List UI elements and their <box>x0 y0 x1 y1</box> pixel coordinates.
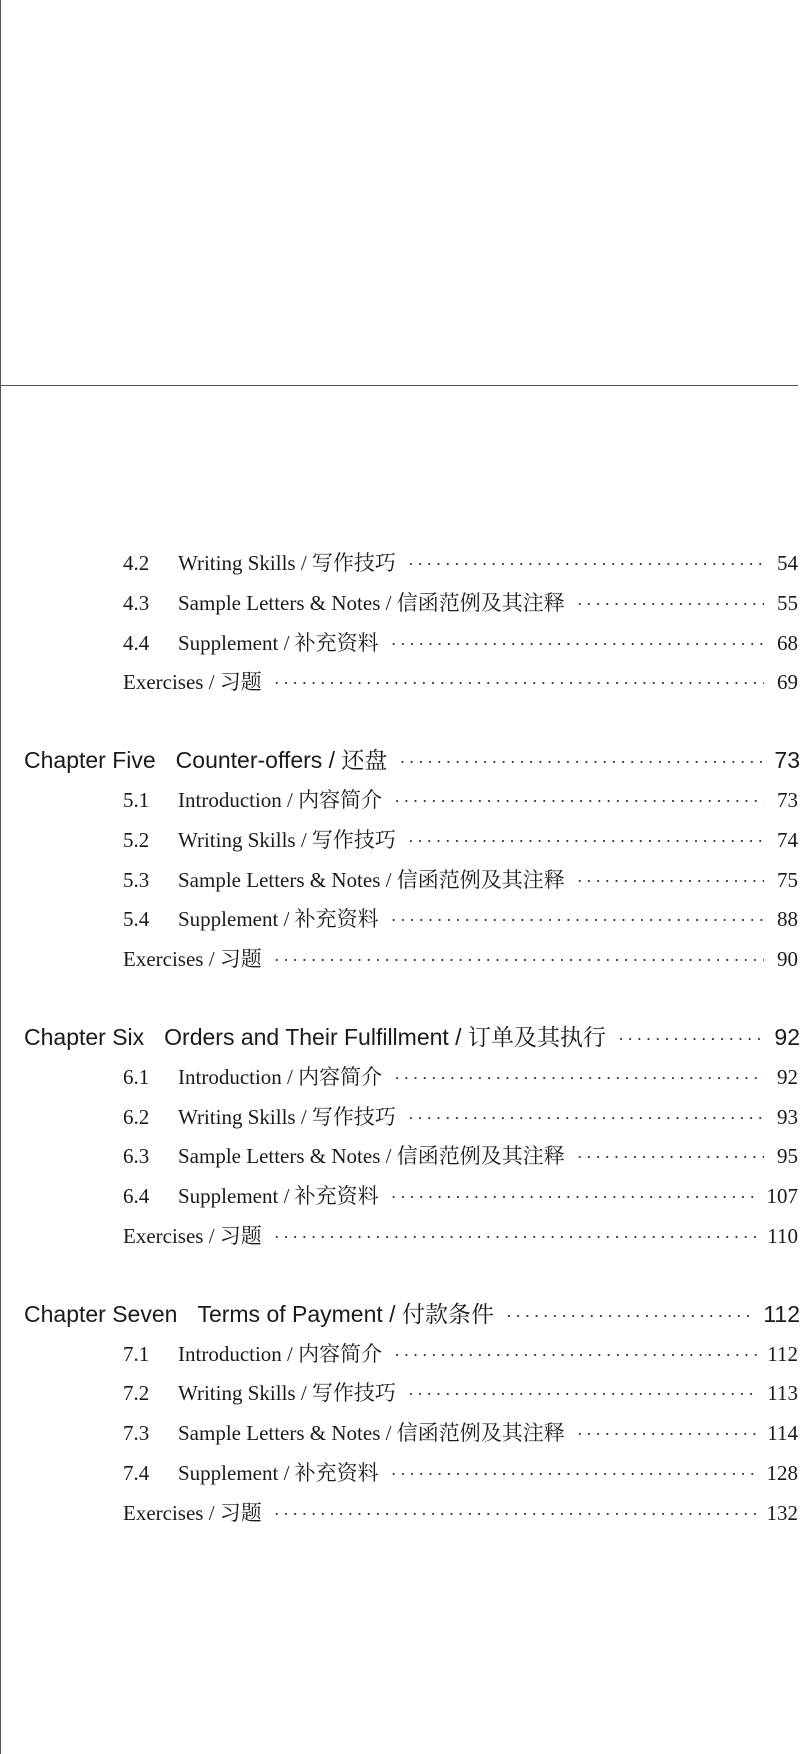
chapter-title: Terms of Payment / 付款条件 <box>197 1300 494 1327</box>
exercises-title: Exercises / 习题 <box>123 947 262 972</box>
dot-leader <box>577 1419 760 1449</box>
toc-chapter-six[interactable] <box>0 1022 800 1062</box>
page-number: 128 <box>766 1460 798 1485</box>
chapter-label: Chapter Five <box>24 747 156 774</box>
dot-leader <box>506 1301 755 1331</box>
section-title: Sample Letters & Notes / 信函范例及其注释 <box>178 590 565 615</box>
page-number: 55 <box>777 590 798 615</box>
section-title: Writing Skills / 写作技巧 <box>178 1104 396 1129</box>
toc-entry-5-4[interactable] <box>0 904 800 944</box>
section-number: 6.3 <box>123 1144 150 1169</box>
dot-leader <box>399 747 766 777</box>
section-title: Writing Skills / 写作技巧 <box>178 827 396 852</box>
page-number: 95 <box>777 1144 798 1169</box>
page-number: 107 <box>766 1184 798 1209</box>
toc-entry-5-1[interactable] <box>0 785 800 825</box>
page-number: 113 <box>767 1381 798 1406</box>
page-number: 92 <box>774 1023 800 1050</box>
toc-entry-7-1[interactable] <box>0 1339 800 1379</box>
chapter-title: Counter-offers / 还盘 <box>175 747 388 774</box>
dot-leader <box>391 905 764 935</box>
toc-chapter-seven[interactable] <box>0 1299 800 1339</box>
dot-leader <box>577 589 764 619</box>
exercises-title: Exercises / 习题 <box>123 1500 262 1525</box>
toc-entry-exercises-7[interactable] <box>0 1498 800 1538</box>
dot-leader <box>391 1459 759 1489</box>
page-number: 75 <box>777 867 798 892</box>
section-number: 4.4 <box>123 630 150 655</box>
section-number: 5.1 <box>123 787 150 812</box>
section-title: Sample Letters & Notes / 信函范例及其注释 <box>178 1421 565 1446</box>
chapter-label: Chapter Six <box>24 1023 145 1050</box>
dot-leader <box>394 1063 764 1093</box>
section-number: 7.1 <box>123 1341 150 1366</box>
dot-leader <box>274 668 764 698</box>
page-number: 112 <box>767 1341 798 1366</box>
dot-leader <box>274 1222 759 1252</box>
page-number: 73 <box>777 787 798 812</box>
toc-entry-exercises-4[interactable] <box>0 667 800 707</box>
toc-entry-6-2[interactable] <box>0 1102 800 1142</box>
page-number: 90 <box>777 947 798 972</box>
dot-leader <box>408 826 764 856</box>
section-number: 6.2 <box>123 1104 150 1129</box>
dot-leader <box>274 1499 759 1529</box>
dot-leader <box>394 1340 759 1370</box>
dot-leader <box>408 1379 759 1409</box>
page-number: 93 <box>777 1104 798 1129</box>
section-title: Supplement / 补充资料 <box>178 907 379 932</box>
table-of-contents <box>0 548 800 1538</box>
section-title: Introduction / 内容简介 <box>178 1064 383 1089</box>
dot-leader <box>618 1024 766 1054</box>
page-number: 68 <box>777 630 798 655</box>
dot-leader <box>274 945 764 975</box>
toc-entry-6-1[interactable] <box>0 1062 800 1102</box>
dot-leader <box>394 786 764 816</box>
dot-leader <box>408 1103 764 1133</box>
toc-entry-6-3[interactable] <box>0 1141 800 1181</box>
page-number: 73 <box>774 747 800 774</box>
toc-entry-7-2[interactable] <box>0 1378 800 1418</box>
section-title: Writing Skills / 写作技巧 <box>178 1381 396 1406</box>
page-number: 92 <box>777 1064 798 1089</box>
exercises-title: Exercises / 习题 <box>123 1223 262 1248</box>
section-title: Introduction / 内容简介 <box>178 787 383 812</box>
page-number: 132 <box>766 1500 798 1525</box>
chapter-label: Chapter Seven <box>24 1300 178 1327</box>
section-title: Supplement / 补充资料 <box>178 1184 379 1209</box>
toc-entry-5-2[interactable] <box>0 825 800 865</box>
dot-leader <box>577 1142 764 1172</box>
toc-entry-exercises-6[interactable] <box>0 1221 800 1261</box>
section-title: Introduction / 内容简介 <box>178 1341 383 1366</box>
section-number: 5.2 <box>123 827 150 852</box>
page-number: 54 <box>777 551 798 575</box>
toc-entry-6-4[interactable] <box>0 1181 800 1221</box>
section-title: Supplement / 补充资料 <box>178 630 379 655</box>
page-number: 74 <box>777 827 798 852</box>
chapter-title: Orders and Their Fulfillment / 订单及其执行 <box>164 1023 606 1050</box>
toc-chapter-five[interactable] <box>0 745 800 785</box>
section-number: 7.2 <box>123 1381 150 1406</box>
section-number: 5.4 <box>123 907 150 932</box>
toc-entry-4-3[interactable] <box>0 588 800 628</box>
toc-entry-4-2[interactable] <box>0 548 800 588</box>
dot-leader <box>577 866 764 896</box>
page-number: 110 <box>767 1223 798 1248</box>
toc-entry-5-3[interactable] <box>0 865 800 905</box>
toc-entry-7-3[interactable] <box>0 1418 800 1458</box>
dot-leader <box>391 629 764 659</box>
exercises-title: Exercises / 习题 <box>123 670 262 695</box>
section-title: Sample Letters & Notes / 信函范例及其注释 <box>178 867 565 892</box>
toc-entry-exercises-5[interactable] <box>0 944 800 984</box>
section-number: 7.4 <box>123 1460 150 1485</box>
section-number: 4.2 <box>123 551 150 575</box>
toc-entry-7-4[interactable] <box>0 1458 800 1498</box>
section-number: 6.4 <box>123 1184 150 1209</box>
dot-leader <box>408 549 764 579</box>
section-number: 7.3 <box>123 1421 150 1446</box>
toc-entry-4-4[interactable] <box>0 628 800 668</box>
section-title: Writing Skills / 写作技巧 <box>178 551 396 575</box>
dot-leader <box>391 1182 759 1212</box>
page-number: 69 <box>777 670 798 695</box>
page-divider <box>0 385 798 386</box>
page-number: 88 <box>777 907 798 932</box>
section-number: 4.3 <box>123 590 150 615</box>
page-number: 112 <box>763 1300 800 1327</box>
section-title: Supplement / 补充资料 <box>178 1460 379 1485</box>
page-number: 114 <box>767 1421 798 1446</box>
section-title: Sample Letters & Notes / 信函范例及其注释 <box>178 1144 565 1169</box>
section-number: 6.1 <box>123 1064 150 1089</box>
section-number: 5.3 <box>123 867 150 892</box>
